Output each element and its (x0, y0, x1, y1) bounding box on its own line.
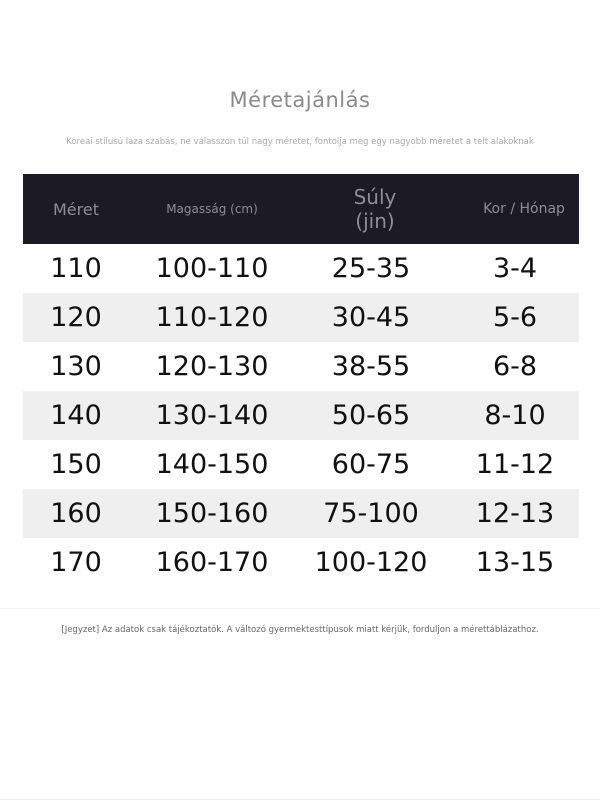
footnote: [Jegyzet] Az adatok csak tájékoztatók. A változó gyermektesttípusok miatt kérjük, forduljon a mérettáblázathoz. (61, 625, 539, 635)
cell-weight: 100-120 (314, 547, 428, 578)
cell-size: 150 (50, 449, 102, 480)
table-row (23, 391, 579, 440)
cell-size: 170 (50, 547, 102, 578)
cell-age: 13-15 (475, 547, 555, 578)
cell-height: 100-110 (155, 253, 269, 284)
cell-size: 140 (50, 400, 102, 431)
table-row (23, 342, 579, 391)
table-row (23, 244, 579, 293)
cell-height: 130-140 (155, 400, 269, 431)
header-weight-unit: (jin) (355, 209, 395, 233)
table-header (23, 174, 579, 244)
section-divider (0, 608, 600, 609)
cell-age: 3-4 (492, 253, 538, 284)
cell-weight: 60-75 (331, 449, 411, 480)
header-age: Kor / Hónap (483, 201, 565, 217)
cell-height: 120-130 (155, 351, 269, 382)
header-weight-label: Súly (353, 185, 397, 209)
cell-age: 5-6 (492, 302, 538, 333)
cell-age: 6-8 (492, 351, 538, 382)
header-size: Méret (53, 199, 99, 219)
size-chart-table (23, 174, 579, 587)
cell-age: 12-13 (475, 498, 555, 529)
header-weight (323, 174, 427, 244)
cell-size: 130 (50, 351, 102, 382)
cell-size: 120 (50, 302, 102, 333)
cell-height: 150-160 (155, 498, 269, 529)
cell-weight: 75-100 (323, 498, 419, 529)
cell-height: 140-150 (155, 449, 269, 480)
table-row (23, 440, 579, 489)
cell-weight: 50-65 (331, 400, 411, 431)
cell-age: 8-10 (484, 400, 546, 431)
page-subtitle: Koreai stílusú laza szabás, ne válasszon túl nagy méretet, fontolja meg egy nagyobb méretet a telt alakoknak (66, 137, 534, 147)
table-row (23, 538, 579, 587)
cell-size: 110 (50, 253, 102, 284)
table-row (23, 489, 579, 538)
cell-height: 160-170 (155, 547, 269, 578)
header-height: Magasság (cm) (166, 202, 258, 216)
cell-age: 11-12 (475, 449, 555, 480)
table-row (23, 293, 579, 342)
cell-weight: 38-55 (331, 351, 411, 382)
cell-weight: 25-35 (331, 253, 411, 284)
cell-size: 160 (50, 498, 102, 529)
cell-weight: 30-45 (331, 302, 411, 333)
cell-height: 110-120 (155, 302, 269, 333)
page-title: Méretajánlás (229, 88, 371, 112)
